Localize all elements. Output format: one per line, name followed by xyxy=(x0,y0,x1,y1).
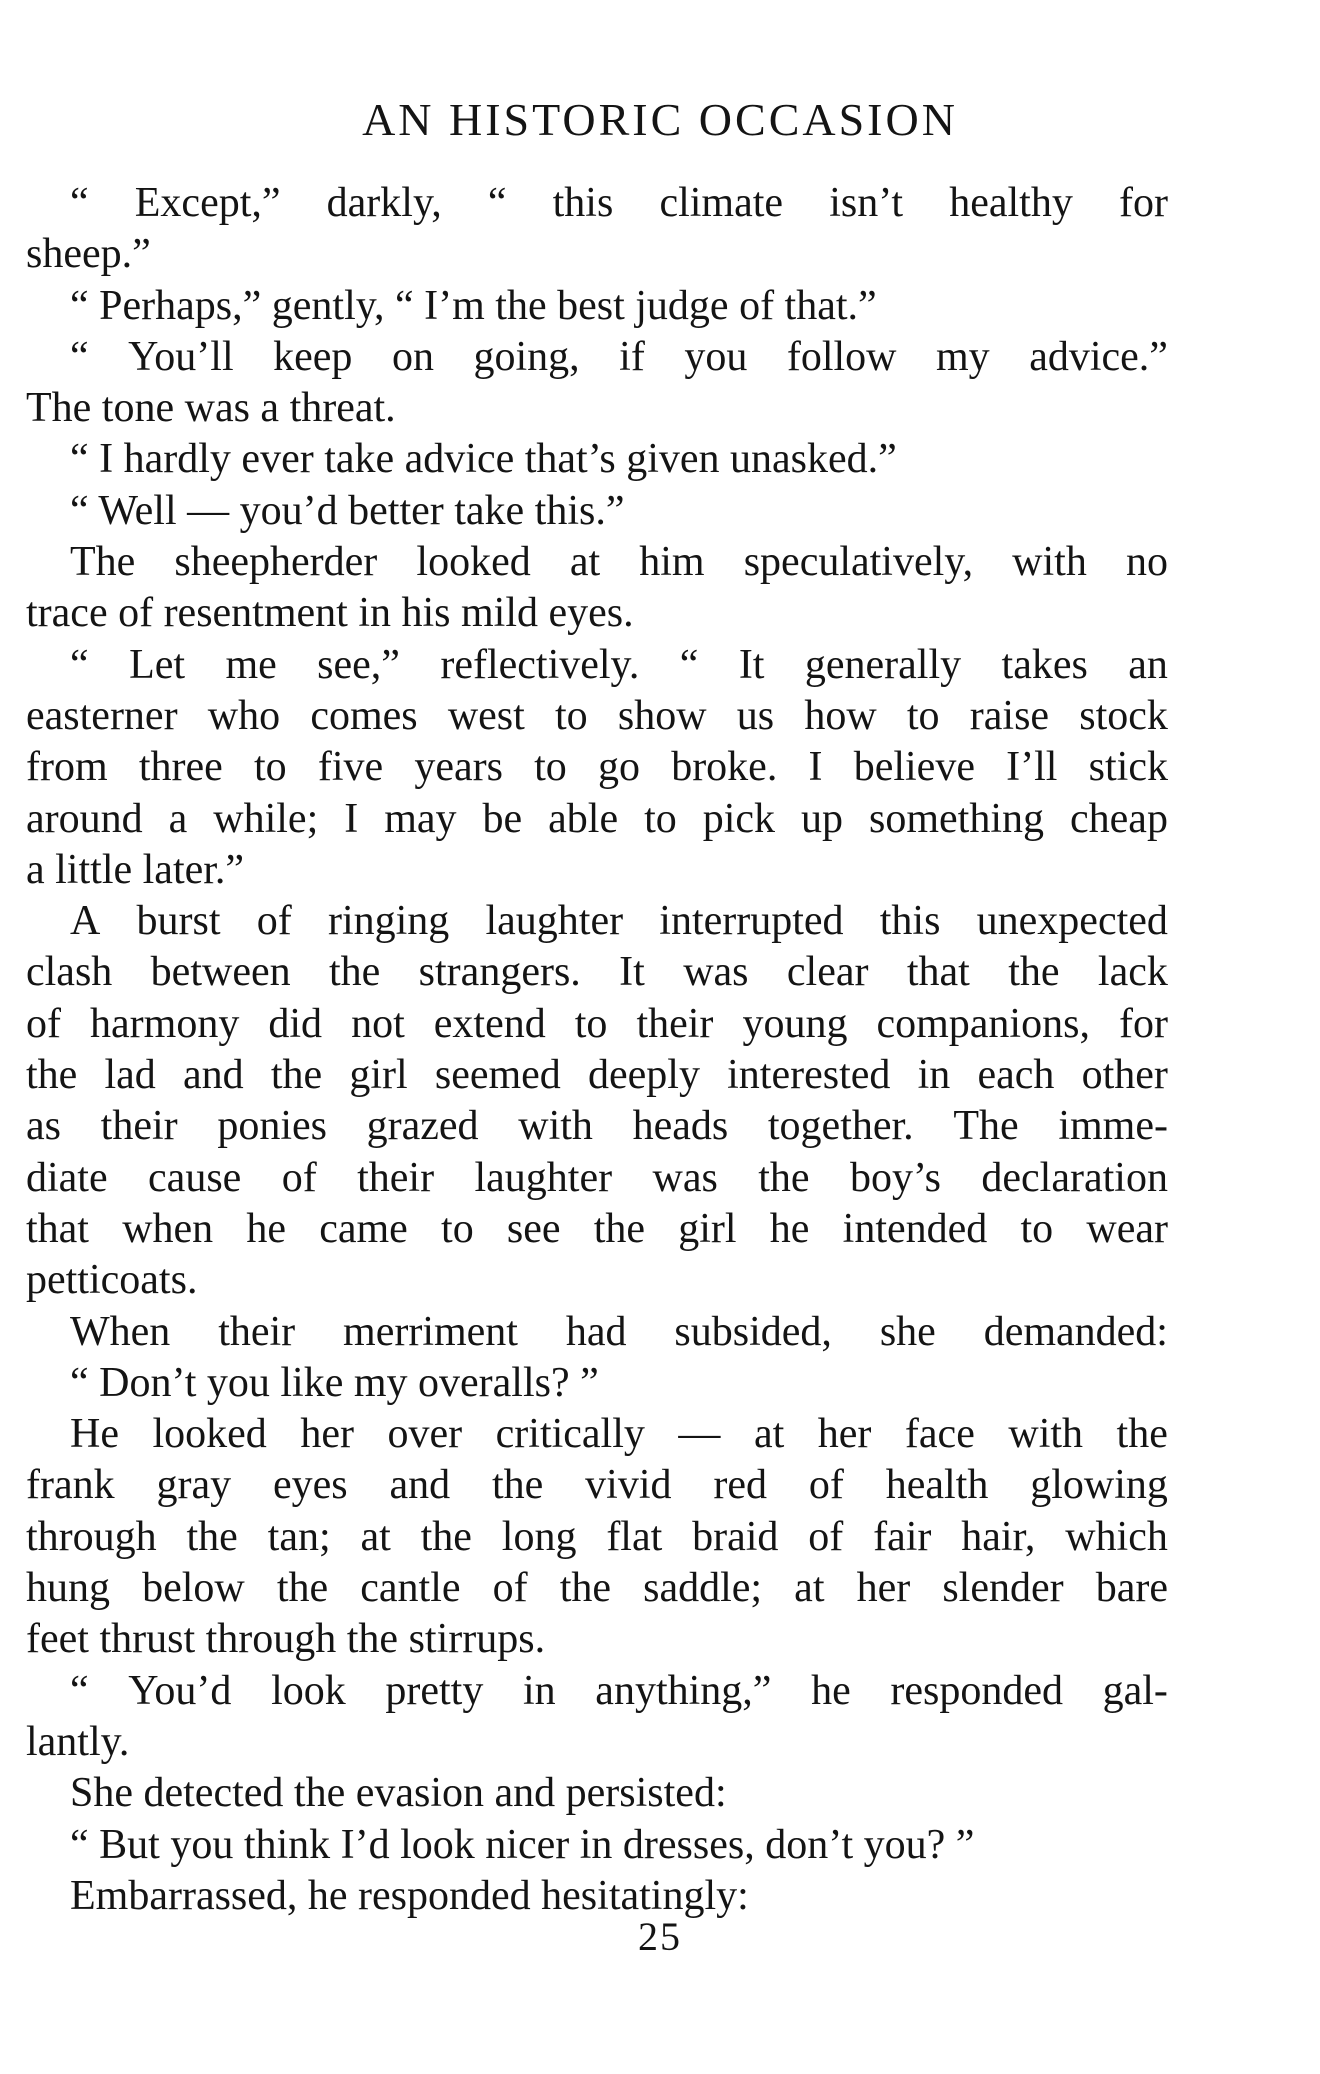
word: — xyxy=(678,1411,721,1458)
word: be xyxy=(482,795,523,842)
word: looked xyxy=(416,539,531,586)
word: him xyxy=(639,539,705,586)
word: declaration xyxy=(981,1154,1168,1201)
word: not xyxy=(351,1000,405,1047)
word: of xyxy=(492,1565,528,1612)
word: did xyxy=(268,1000,323,1047)
word: “ xyxy=(487,180,507,226)
text-line: “ But you think I’d look nicer in dresses, don’t you? ” xyxy=(70,1821,975,1868)
word: to xyxy=(534,744,567,791)
word: other xyxy=(1081,1052,1168,1099)
word: over xyxy=(387,1411,463,1458)
word: burst xyxy=(136,898,221,945)
word: gray xyxy=(156,1462,232,1509)
text-line xyxy=(26,896,1168,947)
body-text xyxy=(26,178,1168,1922)
word: of xyxy=(808,1513,844,1560)
word: their xyxy=(357,1154,435,1201)
word: how xyxy=(804,692,877,739)
word: The xyxy=(953,1103,1019,1150)
word: looked xyxy=(152,1411,267,1458)
word: bare xyxy=(1095,1565,1168,1612)
text-line: She detected the evasion and persisted: xyxy=(70,1770,727,1817)
word: that xyxy=(906,949,970,996)
text-line xyxy=(26,794,1168,845)
word: with xyxy=(1008,1411,1084,1458)
word: a xyxy=(168,795,188,842)
text-line xyxy=(26,1409,1168,1460)
text-line xyxy=(26,1153,1168,1204)
word: and xyxy=(389,1462,451,1509)
word: clear xyxy=(786,949,869,996)
word: “ xyxy=(70,641,89,688)
word: health xyxy=(885,1462,989,1509)
word: easterner xyxy=(26,692,178,739)
word: long xyxy=(501,1513,577,1560)
word: broke. xyxy=(671,744,778,791)
word: who xyxy=(207,692,281,739)
word: of xyxy=(26,1000,61,1047)
word: healthy xyxy=(949,180,1073,226)
word: my xyxy=(936,333,990,380)
word: for xyxy=(1118,180,1168,226)
word: the xyxy=(593,1205,646,1252)
text-line: “ Don’t you like my overalls? ” xyxy=(70,1359,599,1406)
text-line xyxy=(26,999,1168,1050)
text-line: feet thrust through the stirrups. xyxy=(26,1616,546,1663)
word: able xyxy=(548,795,619,842)
word: with xyxy=(1012,539,1087,586)
word: on xyxy=(391,333,434,380)
word: girl xyxy=(349,1052,408,1099)
word: at xyxy=(794,1565,825,1612)
word: boy’s xyxy=(849,1154,941,1201)
word: around xyxy=(26,795,143,842)
text-line: sheep.” xyxy=(26,231,151,278)
text-line xyxy=(26,1563,1168,1614)
word: through xyxy=(26,1513,157,1560)
word: years xyxy=(414,744,503,791)
word: see,” xyxy=(317,641,400,688)
word: to xyxy=(644,795,677,842)
word: grazed xyxy=(366,1103,479,1150)
word: with xyxy=(518,1103,593,1150)
word: merriment xyxy=(343,1308,518,1355)
word: It xyxy=(738,641,765,688)
word: interrupted xyxy=(659,898,844,945)
word: he xyxy=(769,1205,810,1252)
word: something xyxy=(869,795,1045,842)
word: cheap xyxy=(1070,795,1168,842)
word: stock xyxy=(1079,692,1168,739)
word: face xyxy=(904,1411,975,1458)
word: their xyxy=(218,1308,296,1355)
word: isn’t xyxy=(829,180,904,226)
word: lack xyxy=(1097,949,1168,996)
word: gal- xyxy=(1102,1667,1168,1714)
word: came xyxy=(319,1205,408,1252)
word: of xyxy=(281,1154,317,1201)
word: from xyxy=(26,744,108,791)
word: that xyxy=(26,1205,89,1252)
word: her xyxy=(856,1565,911,1612)
word: advice.” xyxy=(1029,333,1168,380)
word: five xyxy=(317,744,384,791)
word: the xyxy=(26,1052,78,1099)
text-line xyxy=(26,178,1168,229)
word: go xyxy=(598,744,640,791)
word: The xyxy=(70,539,136,586)
word: hair, xyxy=(961,1513,1036,1560)
word: responded xyxy=(890,1667,1063,1714)
word: us xyxy=(736,692,775,739)
word: to xyxy=(1020,1205,1054,1252)
word: me xyxy=(225,641,277,688)
text-line: Embarrassed, he responded hesitatingly: xyxy=(70,1872,749,1919)
word: reflectively. xyxy=(440,641,640,688)
text-line xyxy=(26,1204,1168,1255)
word: no xyxy=(1125,539,1168,586)
word: in xyxy=(917,1052,951,1099)
word: this xyxy=(879,898,941,945)
text-line xyxy=(26,332,1168,383)
word: young xyxy=(742,1000,848,1047)
word: flat xyxy=(606,1513,663,1560)
word: together. xyxy=(767,1103,914,1150)
word: as xyxy=(26,1103,61,1150)
word: I xyxy=(344,795,359,842)
word: cause xyxy=(148,1154,242,1201)
word: You’ll xyxy=(128,333,234,380)
word: the xyxy=(328,949,381,996)
word: the xyxy=(186,1513,238,1560)
word: deeply xyxy=(588,1052,700,1099)
word: red xyxy=(713,1462,768,1509)
word: “ xyxy=(70,1667,89,1714)
word: the xyxy=(559,1565,612,1612)
word: strangers. xyxy=(418,949,581,996)
word: lad xyxy=(104,1052,156,1099)
word: stick xyxy=(1088,744,1168,791)
word: the xyxy=(270,1052,323,1099)
word: “ xyxy=(70,180,89,226)
word: companions, xyxy=(876,1000,1090,1047)
word: at xyxy=(360,1513,391,1560)
word: It xyxy=(619,949,645,996)
word: When xyxy=(70,1308,171,1355)
word: diate xyxy=(26,1154,108,1201)
word: if xyxy=(619,333,645,380)
word: eyes xyxy=(272,1462,348,1509)
word: was xyxy=(652,1154,718,1201)
word: generally xyxy=(804,641,962,688)
word: Let xyxy=(129,641,186,688)
word: intended xyxy=(842,1205,988,1252)
running-head: AN HISTORIC OCCASION xyxy=(362,94,958,145)
word: Except,” xyxy=(134,180,281,226)
word: He xyxy=(70,1411,119,1458)
word: demanded: xyxy=(983,1308,1168,1355)
word: harmony xyxy=(90,1000,240,1047)
word: hung xyxy=(26,1565,110,1612)
word: look xyxy=(271,1667,346,1714)
text-line xyxy=(26,742,1168,793)
word: slender xyxy=(942,1565,1064,1612)
word: the xyxy=(276,1565,329,1612)
word: below xyxy=(142,1565,245,1612)
text-line xyxy=(26,537,1168,588)
word: comes xyxy=(310,692,418,739)
word: A xyxy=(70,898,101,945)
word: their xyxy=(100,1103,178,1150)
word: of xyxy=(256,898,292,945)
word: saddle; xyxy=(643,1565,763,1612)
word: You’d xyxy=(128,1667,232,1714)
word: girl xyxy=(678,1205,737,1252)
word: glowing xyxy=(1030,1462,1168,1509)
word: while; xyxy=(213,795,319,842)
text-line xyxy=(26,1460,1168,1511)
word: to xyxy=(906,692,940,739)
word: believe xyxy=(853,744,975,791)
word: she xyxy=(879,1308,936,1355)
word: may xyxy=(384,795,457,842)
word: the xyxy=(1116,1411,1168,1458)
word: had xyxy=(565,1308,627,1355)
word: tan; xyxy=(267,1513,331,1560)
text-line xyxy=(26,1101,1168,1152)
word: anything,” xyxy=(595,1667,772,1714)
word: to xyxy=(555,692,588,739)
word: keep xyxy=(273,333,353,380)
word: show xyxy=(617,692,707,739)
word: seemed xyxy=(434,1052,561,1099)
text-line xyxy=(26,640,1168,691)
word: subsided, xyxy=(674,1308,832,1355)
word: wear xyxy=(1086,1205,1168,1252)
word: which xyxy=(1065,1513,1168,1560)
word: sheepherder xyxy=(174,539,378,586)
word: west xyxy=(447,692,525,739)
text-line: The tone was a threat. xyxy=(26,385,396,432)
word: each xyxy=(977,1052,1055,1099)
word: at xyxy=(569,539,601,586)
word: darkly, xyxy=(326,180,442,226)
word: her xyxy=(300,1411,354,1458)
page-number: 25 xyxy=(638,1914,682,1959)
text-line xyxy=(26,1050,1168,1101)
word: in xyxy=(522,1667,556,1714)
word: for xyxy=(1118,1000,1168,1047)
word: to xyxy=(574,1000,608,1047)
word: critically xyxy=(495,1411,645,1458)
word: to xyxy=(441,1205,474,1252)
text-line xyxy=(26,947,1168,998)
word: “ xyxy=(679,641,699,688)
text-line xyxy=(26,1307,1168,1358)
word: at xyxy=(753,1411,785,1458)
text-line: “ Well — you’d better take this.” xyxy=(70,487,625,534)
word: between xyxy=(150,949,291,996)
text-line: trace of resentment in his mild eyes. xyxy=(26,590,634,637)
word: vivid xyxy=(585,1462,672,1509)
word: her xyxy=(817,1411,872,1458)
word: when xyxy=(122,1205,214,1252)
word: follow xyxy=(786,333,897,380)
word: see xyxy=(506,1205,561,1252)
word: the xyxy=(492,1462,544,1509)
word: I xyxy=(808,744,823,791)
text-line: “ Perhaps,” gently, “ I’m the best judge of that.” xyxy=(70,282,877,329)
word: ponies xyxy=(217,1103,327,1150)
word: clash xyxy=(26,949,113,996)
word: to xyxy=(253,744,287,791)
text-line: petticoats. xyxy=(26,1257,198,1304)
text-line xyxy=(26,1666,1168,1717)
word: interested xyxy=(727,1052,891,1099)
word: the xyxy=(1008,949,1060,996)
word: pick xyxy=(702,795,776,842)
word: takes xyxy=(1001,641,1088,688)
word: was xyxy=(683,949,749,996)
word: he xyxy=(811,1667,851,1714)
word: braid xyxy=(692,1513,779,1560)
text-line xyxy=(26,1512,1168,1563)
word: the xyxy=(420,1513,472,1560)
word: laughter xyxy=(485,898,624,945)
word: heads xyxy=(632,1103,729,1150)
text-line: lantly. xyxy=(26,1718,130,1765)
word: an xyxy=(1128,641,1168,688)
word: he xyxy=(246,1205,287,1252)
word: frank xyxy=(26,1462,115,1509)
word: fair xyxy=(873,1513,932,1560)
text-line xyxy=(26,691,1168,742)
word: I’ll xyxy=(1006,744,1058,791)
word: ringing xyxy=(327,898,450,945)
word: cantle xyxy=(360,1565,461,1612)
word: this xyxy=(552,180,614,226)
word: imme- xyxy=(1058,1103,1168,1150)
word: of xyxy=(808,1462,844,1509)
word: and xyxy=(183,1052,244,1099)
text-line: “ I hardly ever take advice that’s given unasked.” xyxy=(70,436,897,483)
word: pretty xyxy=(385,1667,484,1714)
word: laughter xyxy=(474,1154,613,1201)
word: the xyxy=(758,1154,810,1201)
word: speculatively, xyxy=(743,539,974,586)
word: extend xyxy=(433,1000,546,1047)
word: unexpected xyxy=(976,898,1168,945)
text-line: a little later.” xyxy=(26,846,245,893)
word: climate xyxy=(659,180,784,226)
word: raise xyxy=(969,692,1050,739)
word: their xyxy=(636,1000,714,1047)
word: three xyxy=(138,744,223,791)
word: you xyxy=(684,333,748,380)
word: going, xyxy=(473,333,580,380)
word: up xyxy=(801,795,844,842)
word: “ xyxy=(70,333,89,380)
